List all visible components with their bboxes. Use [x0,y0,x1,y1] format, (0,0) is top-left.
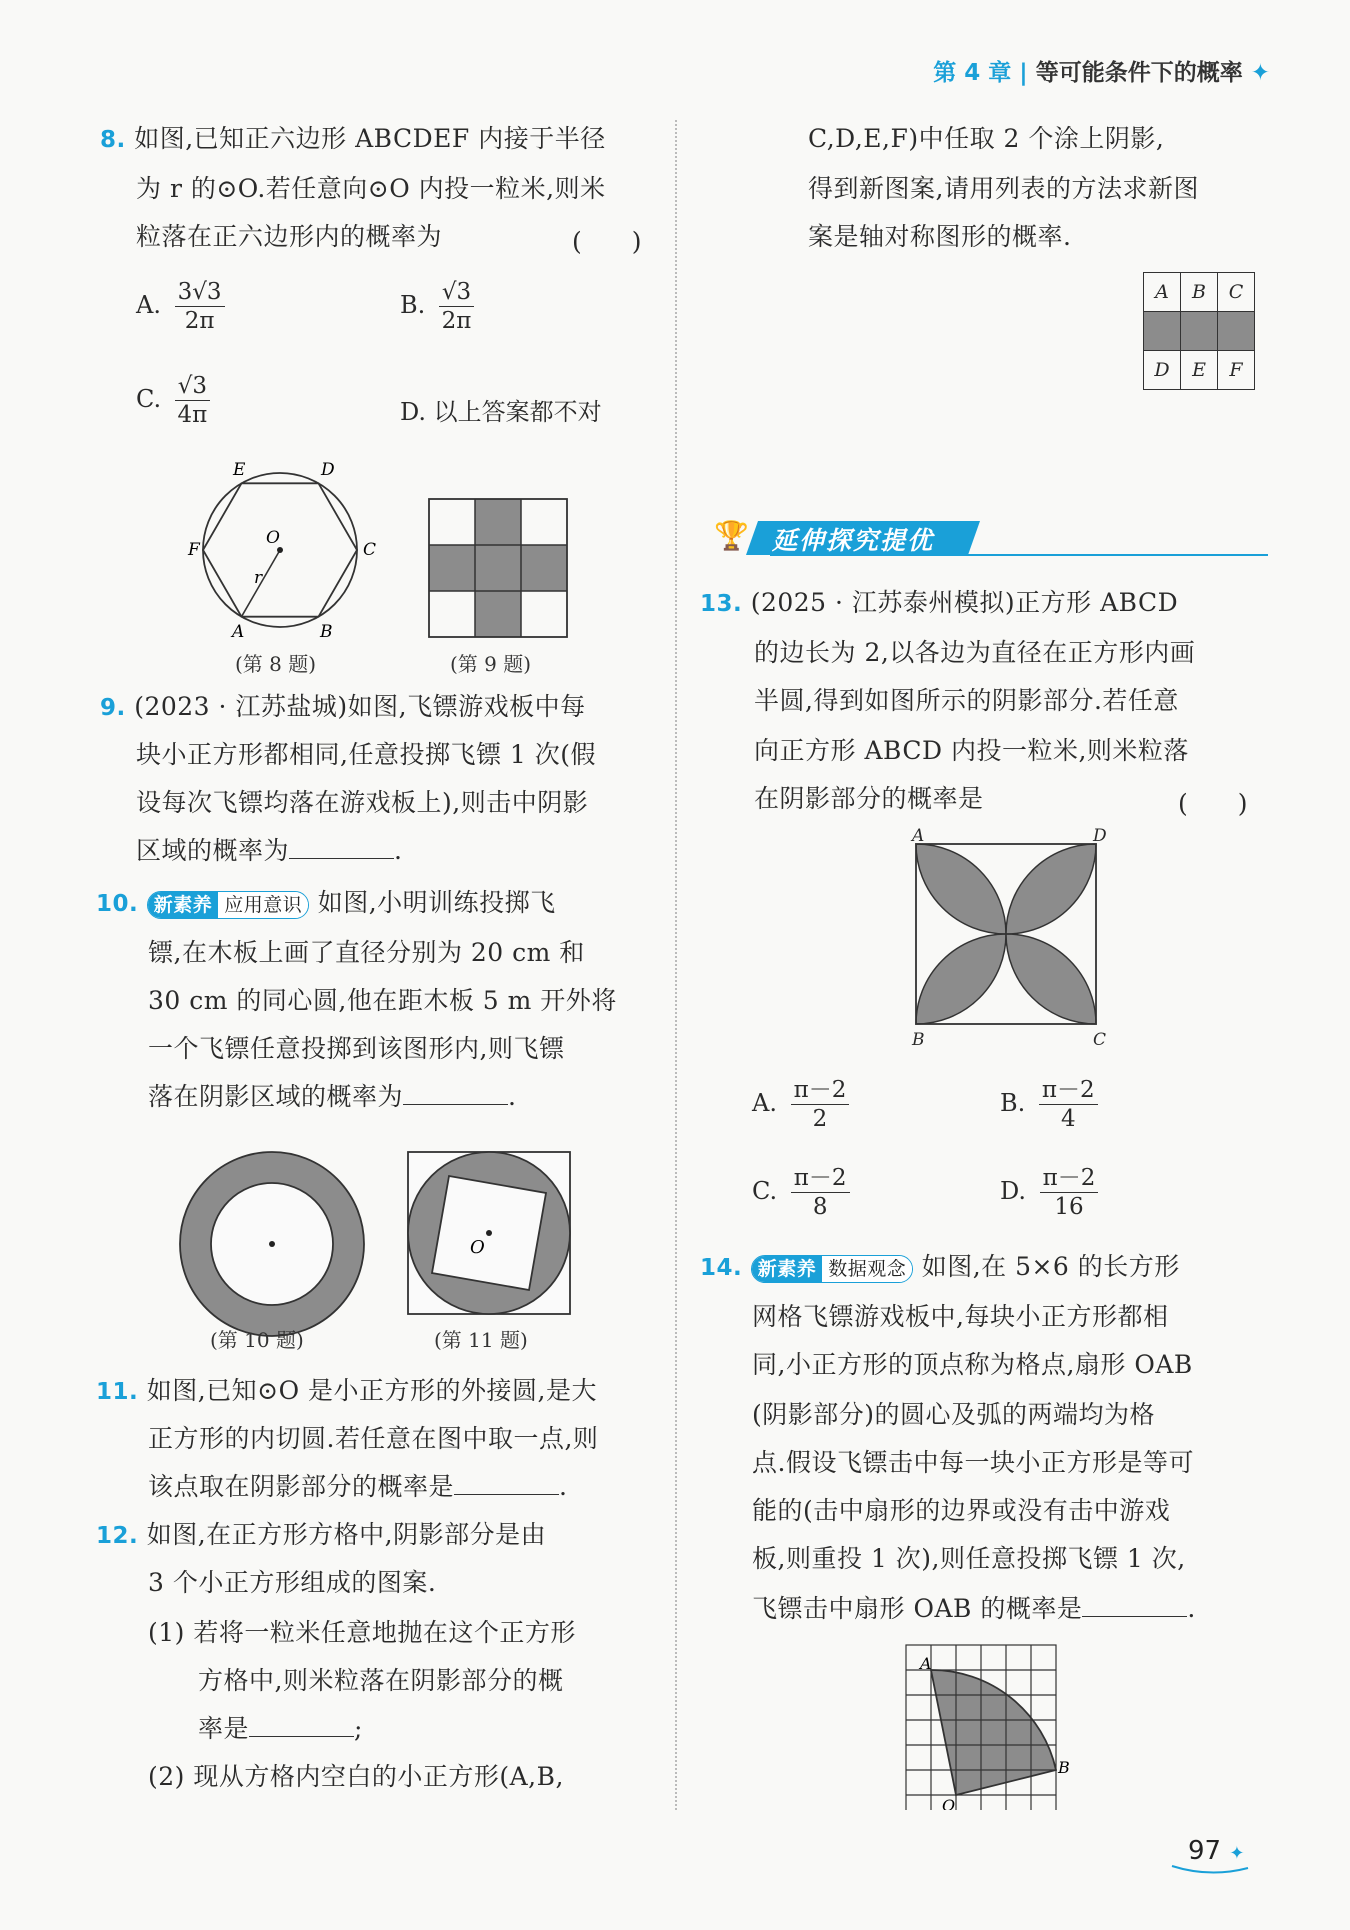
figure-8-caption: (第 8 题) [235,652,317,676]
q13-option-d: D. $\frac{\pi-2}{16}$ [1000,1164,1098,1221]
grid-cell-a: A [1144,273,1181,312]
q12-part1-line-1: (1) 若将一粒米任意地抛在这个正方形 [148,1618,576,1647]
page-number: 97 ✦ [1188,1836,1245,1866]
grid-cell-f: F [1218,351,1255,390]
figure-8-hexagon [180,455,390,645]
q12-line-1: 12. 如图,在正方形方格中,阴影部分是由 [96,1520,547,1549]
label-e: E [233,460,246,480]
q13-line-3: 半圆,得到如图所示的阴影部分.若任意 [754,686,1179,715]
q13-line-4: 向正方形 ABCD 内投一粒米,则米粒落 [754,736,1189,765]
figure-10-caption: (第 10 题) [210,1328,304,1352]
chapter-header [933,54,1270,87]
q13-option-c: C. $\frac{\pi-2}{8}$ [752,1164,850,1221]
sparkle-icon: ✦ [1229,1843,1245,1864]
q14-line-3: 同,小正方形的顶点称为格点,扇形 OAB [752,1350,1193,1379]
q8-number: 8. [100,127,126,153]
q8-line-3: 粒落在正六边形内的概率为 [136,222,443,251]
q13-number: 13. [700,591,743,617]
q11-line-3: 该点取在阴影部分的概率是 . [148,1472,568,1501]
q11-number: 11. [96,1379,139,1405]
label-d: D [1093,826,1107,846]
q13-option-b: B. $\frac{\pi-2}{4}$ [1000,1076,1098,1133]
shade-middle [429,545,567,591]
q13-option-a: A. $\frac{\pi-2}{2}$ [752,1076,849,1133]
q11-line-2: 正方形的内切圆.若任意在图中取一点,则 [148,1424,599,1453]
q8-line-1: 8. 如图,已知正六边形 ABCDEF 内接于半径 [100,124,606,153]
q14-line-5: 点.假设飞镖击中每一块小正方形是等可 [752,1448,1194,1477]
figure-9-caption: (第 9 题) [450,652,532,676]
q14-answer-blank[interactable] [1082,1592,1187,1617]
q11-answer-blank[interactable] [454,1470,559,1495]
q14-line-7: 板,则重投 1 次),则任意投掷飞镖 1 次, [752,1544,1186,1573]
label-c: C [363,540,377,560]
header-separator: | [1019,60,1036,86]
q14-line-4: (阴影部分)的圆心及弧的两端均为格 [752,1400,1156,1429]
q9-line-4: 区域的概率为 . [136,836,403,865]
q14-line-8: 飞镖击中扇形 OAB 的概率是 . [752,1594,1196,1623]
shade-top [475,499,521,545]
figure-9-dartboard [428,498,570,640]
q10-line-2: 镖,在木板上画了直径分别为 20 cm 和 [148,938,585,967]
q9-answer-blank[interactable] [289,834,394,859]
q10-line-3: 30 cm 的同心圆,他在距木板 5 m 开外将 [148,986,617,1015]
center-point [269,1241,275,1247]
q8-option-b: B. $\frac{√3}{2\pi}$ [400,278,474,335]
q12-number: 12. [96,1523,139,1549]
label-c: C [1093,1030,1107,1050]
grid-cell-shaded [1144,312,1181,351]
q9-line-1: 9. (2023 · 江苏盐城)如图,飞镖游戏板中每 [100,692,586,721]
q10-number: 10. [96,891,139,917]
label-b: B [1058,1758,1070,1777]
label-a: A [232,622,245,642]
grid-cell-shaded [1218,312,1255,351]
q14-literacy-tag: 新素养 数据观念 [751,1255,914,1283]
label-d: D [321,460,335,480]
q12-part1-line-3: 率是 ; [198,1714,363,1743]
column-divider [675,120,677,1810]
q10-line-1: 10. 新素养 应用意识 如图,小明训练投掷飞 [96,888,556,917]
q10-line-5: 落在阴影区域的概率为 . [148,1082,517,1111]
q14-line-2: 网格飞镖游戏板中,每块小正方形都相 [752,1302,1169,1331]
q9-number: 9. [100,695,126,721]
chapter-title: 等可能条件下的概率 [1035,60,1243,86]
q8-option-d: D. 以上答案都不对 [400,398,602,426]
q12-part1-answer-blank[interactable] [249,1712,354,1737]
figure-10-concentric [176,1148,368,1340]
q9-line-3: 设每次飞镖均落在游戏板上),则击中阴影 [136,788,589,817]
q12-grid [1143,272,1255,390]
q12-part1-line-2: 方格中,则米粒落在阴影部分的概 [198,1666,564,1695]
chapter-number: 第 4 章 [933,60,1012,86]
section-banner [710,515,1270,557]
figure-11-caption: (第 11 题) [434,1328,528,1352]
q8-option-c: C. $\frac{√3}{4\pi}$ [136,372,210,429]
label-b: B [320,622,333,642]
figure-14-sector-grid [900,1640,1100,1810]
q13-line-1: 13. (2025 · 江苏泰州模拟)正方形 ABCD [700,588,1179,617]
label-o: O [942,1796,956,1810]
q11-line-1: 11. 如图,已知⊙O 是小正方形的外接圆,是大 [96,1376,597,1405]
grid-cell-shaded [1181,312,1218,351]
q13-line-2: 的边长为 2,以各边为直径在正方形内画 [754,638,1196,667]
q10-answer-blank[interactable] [403,1080,508,1105]
q14-number: 14. [700,1255,743,1281]
q12-line-2: 3 个小正方形组成的图案. [148,1568,437,1597]
label-o: O [266,528,280,548]
q12-part2-line-2: C,D,E,F)中任取 2 个涂上阴影, [808,124,1165,153]
figure-11-squares [406,1150,574,1318]
q13-line-5: 在阴影部分的概率是 [754,784,984,813]
sparkle-icon: ✦ [1250,60,1270,86]
q10-literacy-tag: 新素养 应用意识 [147,891,310,919]
q8-line-2: 为 r 的⊙O.若任意向⊙O 内投一粒米,则米 [136,174,606,203]
q8-answer-paren: ( ) [572,227,642,256]
figure-13-petals [906,836,1120,1050]
sector-oab [931,1670,1056,1795]
label-b: B [912,1030,925,1050]
center-o [486,1230,492,1236]
q13-answer-paren: ( ) [1178,789,1248,818]
grid-cell-e: E [1181,351,1218,390]
trophy-icon: 🏆 [714,519,749,552]
shade-bottom [475,591,521,637]
q12-part2-line-1: (2) 现从方格内空白的小正方形(A,B, [148,1762,564,1791]
q9-line-2: 块小正方形都相同,任意投掷飞镖 1 次(假 [136,740,597,769]
label-o: O [470,1237,485,1258]
q12-part2-line-4: 案是轴对称图形的概率. [808,222,1072,251]
q14-line-1: 14. 新素养 数据观念 如图,在 5×6 的长方形 [700,1252,1180,1281]
q12-part2-line-3: 得到新图案,请用列表的方法求新图 [808,174,1199,203]
q10-line-4: 一个飞镖任意投掷到该图形内,则飞镖 [148,1034,565,1063]
q14-line-6: 能的(击中扇形的边界或没有击中游戏 [752,1496,1171,1525]
label-a: A [920,1654,932,1673]
grid-cell-c: C [1218,273,1255,312]
section-title: 延伸探究提优 [772,526,935,555]
page-swoosh [1170,1862,1250,1876]
label-r: r [254,568,263,588]
grid-cell-b: B [1181,273,1218,312]
q8-option-a: A. $\frac{3√3}{2\pi}$ [136,278,225,335]
label-a: A [912,826,925,846]
label-f: F [188,540,200,560]
grid-cell-d: D [1144,351,1181,390]
